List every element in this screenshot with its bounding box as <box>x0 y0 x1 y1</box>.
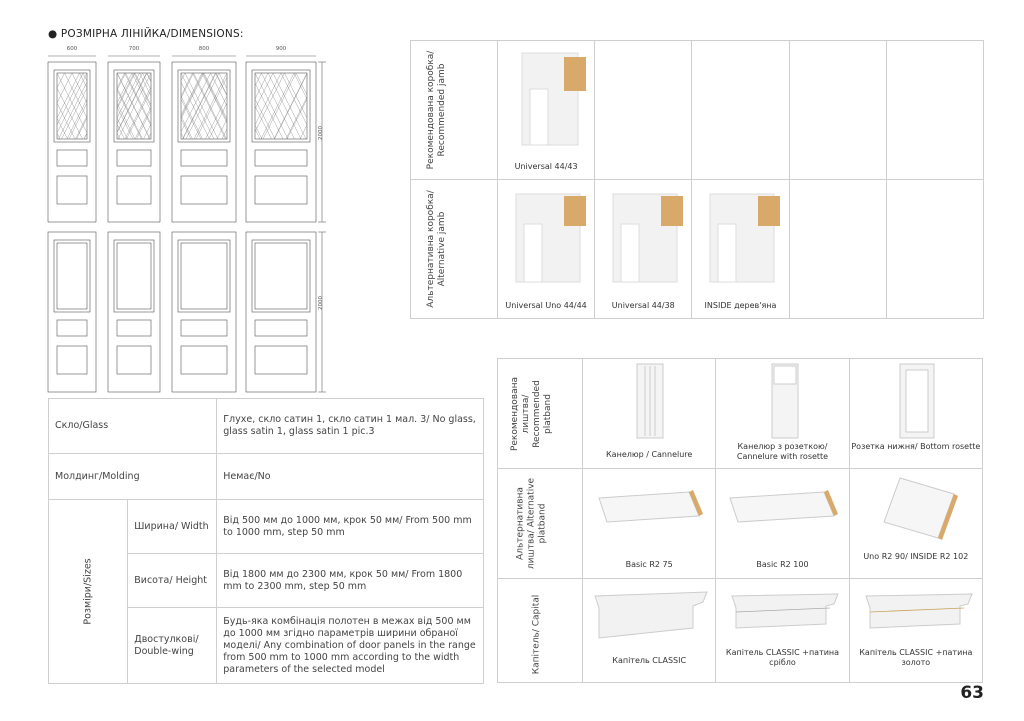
glass-lattice-line <box>151 73 184 139</box>
glass-lattice-line <box>268 73 301 139</box>
door-glass-frame <box>252 70 310 142</box>
cannelure-rosette-image <box>772 364 802 440</box>
glass-lattice-line <box>339 73 372 139</box>
glass-lattice-line <box>67 73 100 139</box>
door-glass-frame <box>114 70 154 142</box>
door-panel <box>57 176 87 204</box>
glass-lattice-line <box>140 73 173 139</box>
platband-caption: Канелюр з розеткою/ Cannelure with rosette <box>736 441 829 461</box>
glass-lattice-line <box>50 73 83 139</box>
glass-lattice-line <box>352 73 385 139</box>
capital-caption: Капітель CLASSIC +патина золото <box>859 647 973 667</box>
platband-table <box>497 358 983 683</box>
width-row <box>49 500 484 554</box>
jamb-caption: Universal 44/43 <box>514 162 578 171</box>
glass-lattice-line <box>168 73 201 139</box>
door-panel-small <box>57 320 87 336</box>
recommended-platband-label: Рекомендована лиштва/ Recommended platband <box>510 376 553 451</box>
jamb-image <box>605 188 689 288</box>
glass-lattice-line <box>287 73 320 139</box>
glass-lattice-line <box>2 73 35 139</box>
capital-image <box>730 588 842 636</box>
glass-lattice-line <box>100 73 133 139</box>
door-panel <box>57 243 87 309</box>
glass-lattice-line <box>326 73 359 139</box>
glass-lattice-line <box>95 73 128 139</box>
glass-lattice-line <box>242 73 275 139</box>
glass-lattice-line <box>76 73 109 139</box>
door-panel-frame <box>54 240 90 312</box>
door-panel <box>255 243 307 309</box>
platband-caption: Розетка нижня/ Bottom rosette <box>851 441 981 451</box>
glass-lattice-line <box>378 73 411 139</box>
door-drawings <box>0 0 340 395</box>
door-panel-small <box>255 320 307 336</box>
glass-lattice-line <box>308 73 341 139</box>
jamb-table <box>410 40 984 319</box>
recommended-jamb-label: Рекомендована коробка/ Recommended jamb <box>426 50 447 170</box>
glass-lattice-line <box>170 73 203 139</box>
glass-lattice-line <box>185 73 218 139</box>
width-label: Ширина/ Width <box>128 500 217 554</box>
dim-height-top: 2000 <box>318 126 324 140</box>
glass-lattice-line <box>320 73 353 139</box>
glass-lattice-line <box>54 73 87 139</box>
glass-lattice-line <box>161 73 194 139</box>
door-panel-small <box>117 150 151 166</box>
glass-lattice-line <box>69 73 102 139</box>
door-panel-frame <box>252 240 310 312</box>
sizes-label: Розміри/Sizes <box>82 557 94 625</box>
glass-lattice-line <box>57 73 90 139</box>
platband-caption: Uno R2 90/ INSIDE R2 102 <box>863 551 969 561</box>
glass-lattice-line <box>0 73 27 139</box>
glass-lattice-line <box>177 73 210 139</box>
capital-caption: Капітель CLASSIC +патина срібло <box>725 647 840 667</box>
capital-caption: Капітель CLASSIC <box>612 655 687 665</box>
glass-lattice-line <box>346 73 379 139</box>
glass-lattice-line <box>35 73 68 139</box>
glass-lattice-line <box>109 73 142 139</box>
glass-lattice-line <box>194 73 227 139</box>
glass-lattice-line <box>17 73 50 139</box>
glass-lattice-line <box>372 73 405 139</box>
bottom-rosette-image <box>900 364 940 440</box>
door-glass <box>255 73 307 139</box>
glass-lattice-line <box>216 73 249 139</box>
alternative-jamb-label: Альтернативна коробка/ Alternative jamb <box>426 190 447 308</box>
glass-lattice-line <box>152 73 185 139</box>
dim-width-700: 700 <box>128 46 140 52</box>
glass-lattice-line <box>261 73 294 139</box>
platband-image <box>730 488 842 528</box>
glass-lattice-line <box>169 73 202 139</box>
glass-lattice-line <box>147 73 180 139</box>
door-panel-small <box>57 150 87 166</box>
glass-lattice-line <box>274 73 307 139</box>
recommended-jamb-row <box>411 41 984 180</box>
glass-lattice-line <box>183 73 216 139</box>
section-title: ● РОЗМІРНА ЛІНІЙКА/DIMENSIONS: <box>48 28 244 40</box>
page-number: 63 <box>960 683 984 703</box>
glass-lattice-line <box>178 73 211 139</box>
glass-lattice-line <box>196 73 229 139</box>
door-panel <box>181 346 227 374</box>
recommended-platband-row <box>498 359 983 469</box>
cannelure-image <box>637 364 667 440</box>
glass-lattice-line <box>333 73 366 139</box>
platband-image <box>599 488 705 528</box>
glass-row <box>49 399 484 454</box>
door-panel <box>57 346 87 374</box>
glass-lattice-line <box>255 73 288 139</box>
glass-lattice-line <box>248 73 281 139</box>
door-glass-frame <box>54 70 90 142</box>
door-panel <box>255 346 307 374</box>
glass-lattice-line <box>42 73 75 139</box>
platband-image <box>880 478 960 542</box>
glass-lattice-line <box>148 73 181 139</box>
glass-lattice-line <box>24 73 57 139</box>
door-panel-small <box>117 320 151 336</box>
glass-lattice-line <box>99 73 132 139</box>
door-panel-frame <box>178 240 230 312</box>
alternative-jamb-row <box>411 180 984 319</box>
glass-lattice-line <box>83 73 116 139</box>
glass-lattice-line <box>9 73 42 139</box>
specs-table <box>48 398 484 684</box>
jamb-image <box>702 188 786 288</box>
glass-lattice-line <box>235 73 268 139</box>
glass-lattice-line <box>281 73 314 139</box>
jamb-caption: Universal Uno 44/44 <box>505 301 587 310</box>
height-label: Висота/ Height <box>128 554 217 608</box>
dim-width-900: 900 <box>275 46 287 52</box>
glass-value: Глухе, скло сатин 1, скло сатин 1 мал. 3/ No glass, glass satin 1, glass satin 1 pic.3 <box>217 399 484 454</box>
jamb-caption: Universal 44/38 <box>611 301 675 310</box>
glass-lattice-line <box>117 73 150 139</box>
alternative-platband-label: Альтернативна лиштва/ Alternative platband <box>515 477 548 570</box>
glass-lattice-line <box>143 73 176 139</box>
glass-lattice-line <box>93 73 126 139</box>
glass-lattice-line <box>101 73 134 139</box>
jamb-image <box>508 188 592 288</box>
platband-caption: Канелюр / Cannelure <box>606 449 693 459</box>
capital-image <box>593 588 711 644</box>
door-panel-small <box>181 150 227 166</box>
double-wing-label: Двостулкові/ Double-wing <box>128 608 217 684</box>
capital-image <box>864 588 976 636</box>
height-value: Від 1800 мм до 2300 мм, крок 50 мм/ From 1800 mm to 2300 mm, step 50 mm <box>217 554 484 608</box>
glass-lattice-line <box>84 73 117 139</box>
glass-label: Скло/Glass <box>49 399 217 454</box>
glass-lattice-line <box>39 73 72 139</box>
glass-lattice-line <box>84 73 117 139</box>
glass-lattice-line <box>134 73 167 139</box>
door-panel-small <box>181 320 227 336</box>
glass-lattice-line <box>47 73 80 139</box>
dim-width-800: 800 <box>198 46 210 52</box>
door-panel-frame <box>114 240 154 312</box>
door-panel <box>181 243 227 309</box>
door-panel-small <box>255 150 307 166</box>
width-value: Від 500 мм до 1000 мм, крок 50 мм/ From 500 mm to 1000 mm, step 50 mm <box>217 500 484 554</box>
capital-label: Капітель/ Capital <box>531 594 542 675</box>
alternative-platband-row <box>498 469 983 579</box>
jamb-image <box>512 49 592 149</box>
door-panel <box>181 176 227 204</box>
door-panel <box>117 176 151 204</box>
door-panel <box>117 243 151 309</box>
glass-lattice-line <box>65 73 98 139</box>
glass-lattice-line <box>300 73 333 139</box>
glass-lattice-line <box>203 73 236 139</box>
door-panel <box>255 176 307 204</box>
molding-label: Молдинг/Molding <box>49 454 217 500</box>
double-wing-value: Будь-яка комбінація полотен в межах від 500 мм до 1000 мм згідно параметрів ширини обраної моделі/ Any combination of door panels in the range from 500 mm to 1000 mm according to the width parameters of the selected model <box>217 608 484 684</box>
dim-height-bottom: 2000 <box>318 296 324 310</box>
glass-lattice-line <box>59 73 92 139</box>
glass-lattice-line <box>125 73 158 139</box>
platband-caption: Basic R2 75 <box>625 559 673 569</box>
jamb-caption: INSIDE дерев'яна <box>704 301 777 310</box>
glass-lattice-line <box>27 73 60 139</box>
glass-lattice-line <box>147 73 180 139</box>
glass-lattice-line <box>77 73 110 139</box>
molding-value: Немає/No <box>217 454 484 500</box>
glass-lattice-line <box>359 73 392 139</box>
molding-row <box>49 454 484 500</box>
glass-lattice-line <box>72 73 105 139</box>
dim-width-600: 600 <box>66 46 78 52</box>
capital-row <box>498 579 983 683</box>
glass-lattice-line <box>365 73 398 139</box>
door-panel <box>117 346 151 374</box>
glass-lattice-line <box>127 73 160 139</box>
glass-lattice-line <box>87 73 120 139</box>
glass-lattice-line <box>229 73 262 139</box>
platband-caption: Basic R2 100 <box>756 559 809 569</box>
